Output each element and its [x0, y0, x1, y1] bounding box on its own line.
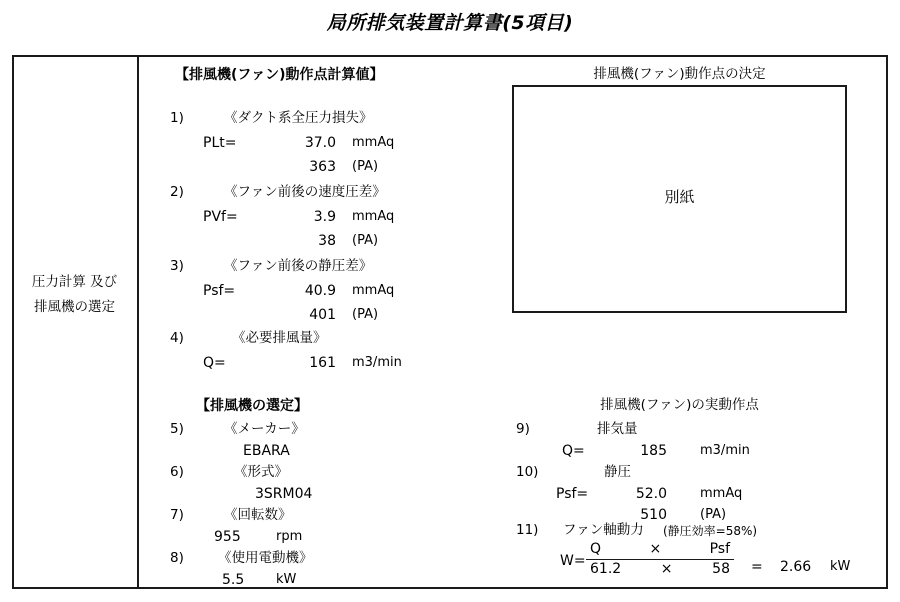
operating-point-chart-title: 排風機(ファン)動作点の決定	[593, 66, 766, 82]
item-3-name: 《ファン前後の静圧差》	[224, 258, 373, 274]
item-11-unit: kW	[830, 559, 851, 574]
actual-operating-point-title: 排風機(ファン)の実動作点	[600, 397, 759, 413]
row-header-pressure-calculation	[12, 270, 137, 320]
item-4-name: 《必要排風量》	[232, 330, 327, 346]
table-column-divider	[137, 55, 139, 589]
item-9-number: 9)	[516, 421, 530, 437]
item-3-number: 3)	[170, 258, 184, 274]
item-7-name: 《回転数》	[224, 507, 292, 523]
formula-numerator	[586, 541, 734, 558]
row-header-line-1: 圧力計算 及び	[31, 274, 118, 290]
item-9-name: 排気量	[597, 421, 638, 437]
page-title: 局所排気装置計算書(5項目)	[326, 12, 574, 34]
item-1-number: 1)	[170, 110, 184, 126]
item-11-number: 11)	[516, 522, 539, 538]
item-11-symbol: W=	[560, 553, 586, 569]
denominator-left-term: 61.2	[590, 561, 622, 577]
item-1-value-pa: 363	[309, 159, 336, 175]
item-2-number: 2)	[170, 184, 184, 200]
item-5-name: 《メーカー》	[224, 421, 305, 437]
item-11-name: ファン軸動力	[563, 522, 644, 538]
item-2-value-pa: 38	[318, 233, 336, 249]
item-7-number: 7)	[170, 507, 184, 523]
item-5-value: EBARA	[243, 443, 290, 459]
item-10-symbol: Psf=	[556, 486, 589, 502]
item-4-unit: m3/min	[352, 355, 402, 370]
item-10-unit: mmAq	[700, 486, 743, 501]
denominator-multiply-icon: ×	[660, 561, 673, 577]
item-4-symbol: Q=	[203, 355, 226, 371]
item-10-number: 10)	[516, 464, 539, 480]
item-11-efficiency-note: (静圧効率=58%)	[663, 524, 758, 538]
numerator-multiply-icon: ×	[649, 541, 662, 557]
item-5-number: 5)	[170, 421, 184, 437]
item-2-symbol: PVf=	[203, 209, 238, 225]
item-2-unit: mmAq	[352, 209, 395, 224]
item-1-name: 《ダクト系全圧力損失》	[224, 110, 373, 126]
item-3-unit: mmAq	[352, 283, 395, 298]
fan-power-formula-fraction	[586, 541, 734, 578]
item-8-unit: kW	[276, 572, 297, 587]
item-1-unit: mmAq	[352, 135, 395, 150]
item-1-unit-pa: (PA)	[352, 159, 379, 174]
denominator-right-term: 58	[712, 561, 730, 577]
numerator-right-term: Psf	[709, 541, 730, 557]
item-10-value-pa: 510	[640, 507, 667, 523]
item-3-value-pa: 401	[309, 307, 336, 323]
item-11-result: 2.66	[780, 559, 812, 575]
item-11-equals-sign: =	[751, 559, 763, 575]
item-3-symbol: Psf=	[203, 283, 236, 299]
item-2-name: 《ファン前後の速度圧差》	[224, 184, 386, 200]
item-4-number: 4)	[170, 330, 184, 346]
fan-selection-title: 【排風機の選定】	[196, 398, 308, 414]
item-10-name: 静圧	[604, 464, 631, 480]
item-1-symbol: PLt=	[203, 135, 237, 151]
numerator-left-term: Q	[590, 541, 602, 557]
fraction-bar	[586, 559, 734, 560]
row-header-line-2: 排風機の選定	[34, 299, 115, 315]
item-6-name: 《形式》	[234, 464, 288, 480]
item-8-name: 《使用電動機》	[218, 550, 313, 566]
item-6-number: 6)	[170, 464, 184, 480]
item-2-unit-pa: (PA)	[352, 233, 379, 248]
item-1-value: 37.0	[304, 135, 336, 151]
item-9-unit: m3/min	[700, 443, 750, 458]
chart-placeholder-label: 別紙	[664, 188, 695, 206]
formula-denominator	[586, 561, 734, 578]
item-10-value: 52.0	[635, 486, 667, 502]
item-4-value: 161	[309, 355, 336, 371]
item-9-symbol: Q=	[562, 443, 585, 459]
left-section-title: 【排風機(ファン)動作点計算値】	[175, 67, 384, 83]
item-7-value: 955	[214, 529, 241, 545]
item-2-value: 3.9	[313, 209, 336, 225]
item-7-unit: rpm	[276, 529, 303, 544]
item-6-value: 3SRM04	[255, 486, 313, 502]
item-3-value: 40.9	[304, 283, 336, 299]
item-10-unit-pa: (PA)	[700, 507, 727, 522]
item-8-number: 8)	[170, 550, 184, 566]
item-3-unit-pa: (PA)	[352, 307, 379, 322]
item-9-value: 185	[640, 443, 667, 459]
item-8-value: 5.5	[222, 572, 245, 588]
